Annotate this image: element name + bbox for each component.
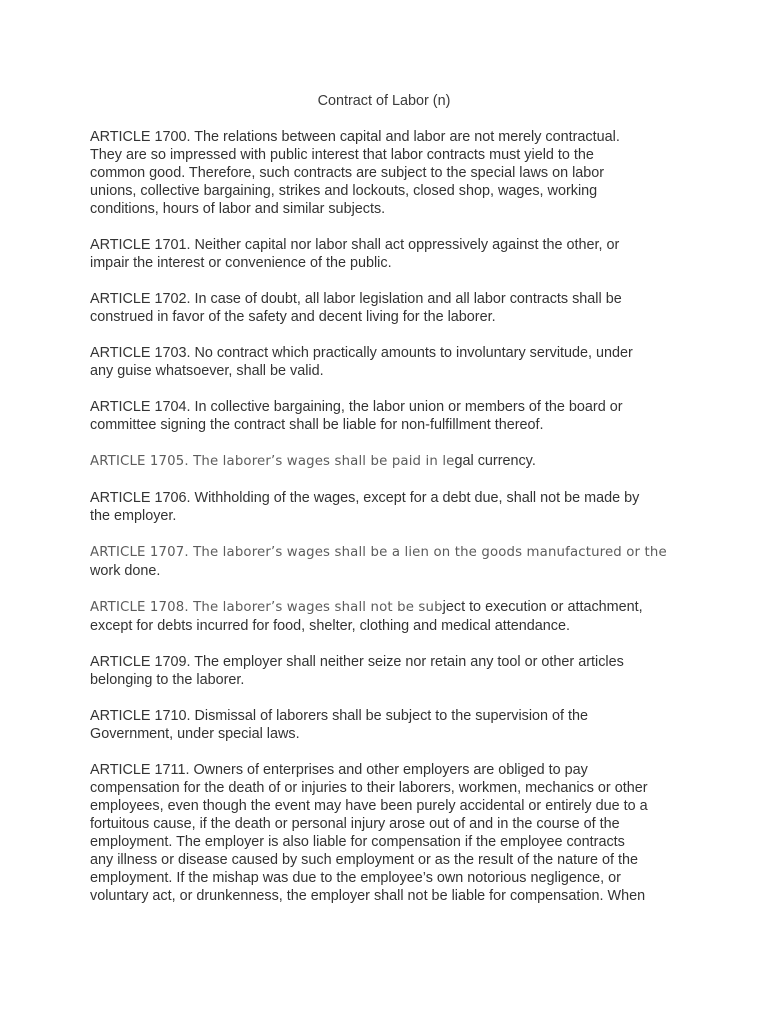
article-paragraph (90, 761, 680, 905)
article-paragraph (90, 598, 680, 635)
article-text: ARTICLE 1701. Neither capital nor labor shall act oppressively against the other, or impair the interest or convenience of the public. (90, 237, 620, 271)
article-text: gal currency. (454, 453, 536, 469)
article-text: ARTICLE 1704. In collective bargaining, the labor union or members of the board or committee signing the contract shall be liable for non-fulfillment thereof. (90, 399, 623, 433)
article-lead-text: ARTICLE 1708. The laborer’s wages shall not be sub (90, 600, 443, 615)
article-paragraph (90, 707, 680, 743)
articles-list (90, 128, 680, 923)
article-paragraph (90, 290, 680, 326)
article-paragraph (90, 543, 680, 580)
article-paragraph (90, 128, 680, 218)
article-lead-text: ARTICLE 1707. The laborer’s wages shall be a lien on the goods manufactured or the (90, 545, 667, 560)
article-text: ject to execution or attachment, except for debts incurred for food, shelter, clothing and medical attendance. (90, 599, 643, 634)
article-text: work done. (90, 563, 161, 579)
article-paragraph (90, 344, 680, 380)
article-text: ARTICLE 1711. Owners of enterprises and other employers are obliged to pay compensation for the death of or injuries to their laborers, workmen, mechanics or other employees, even though the event may have been purely accidental or entirely due to a fortuitous cause, if the death or personal injury arose out of and in the course of the employment. The employer is also liable for compensation if the employee contracts any illness or disease caused by such employment or as the result of the nature of the employment. If the mishap was due to the employee’s own notorious negligence, or voluntary act, or drunkenness, the employer shall not be liable for compensation. When (90, 762, 648, 904)
article-paragraph (90, 398, 680, 434)
article-paragraph (90, 653, 680, 689)
article-text: ARTICLE 1702. In case of doubt, all labor legislation and all labor contracts shall be construed in favor of the safety and decent living for the laborer. (90, 291, 622, 325)
article-lead-text: ARTICLE 1705. The laborer’s wages shall be paid in le (90, 454, 455, 469)
article-paragraph (90, 452, 680, 471)
article-text: ARTICLE 1709. The employer shall neither seize nor retain any tool or other articles belonging to the laborer. (90, 654, 624, 688)
article-text: ARTICLE 1703. No contract which practically amounts to involuntary servitude, under any guise whatsoever, shall be valid. (90, 345, 633, 379)
article-paragraph (90, 236, 680, 272)
article-paragraph (90, 489, 680, 525)
article-text: ARTICLE 1700. The relations between capital and labor are not merely contractual. They are so impressed with public interest that labor contracts must yield to the common good. Therefore, such contracts are subject to the special laws on labor unions, collective bargaining, strikes and lockouts, closed shop, wages, working conditions, hours of labor and similar subjects. (90, 129, 620, 217)
document-title: Contract of Labor (n) (317, 93, 451, 109)
article-text: ARTICLE 1710. Dismissal of laborers shall be subject to the supervision of the Government, under special laws. (90, 708, 589, 742)
article-text: ARTICLE 1706. Withholding of the wages, except for a debt due, shall not be made by the employer. (90, 490, 640, 524)
